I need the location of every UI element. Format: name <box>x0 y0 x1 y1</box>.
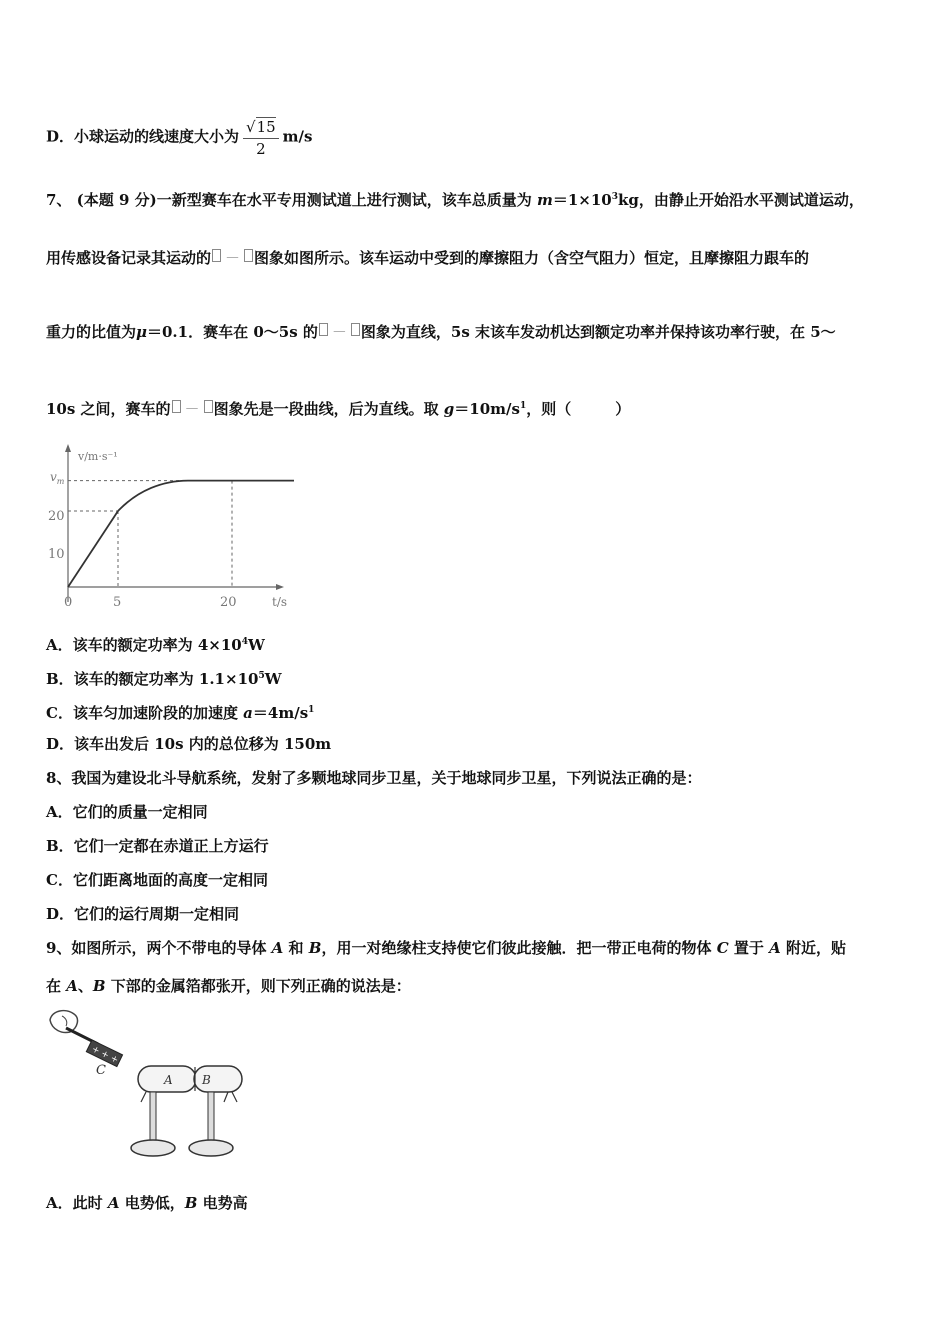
vt-chart <box>44 442 294 614</box>
stand-b <box>208 1092 214 1144</box>
base-a <box>131 1140 175 1156</box>
missing-glyph-icon <box>204 400 213 413</box>
stand-a <box>150 1092 156 1144</box>
missing-glyph-icon <box>351 323 360 336</box>
missing-glyph-icon <box>244 249 253 262</box>
q9-stem-line-2: 在 A、B 下部的金属箔都张开，则下列正确的说法是： <box>46 977 411 995</box>
y-axis-label: v/m·s⁻¹ <box>78 450 118 463</box>
x-tick-0: 0 <box>64 595 73 610</box>
series-segment-accel <box>68 511 118 587</box>
y-tick-20: 20 <box>48 509 65 524</box>
q8-option-b: B．它们一定都在赤道正上方运行 <box>46 837 269 855</box>
missing-glyph-icon <box>212 249 221 262</box>
x-tick-20: 20 <box>220 595 237 610</box>
q7-stem-line-1: 7、 (本题 9 分)一新型赛车在水平专用测试道上进行测试，该车总质量为 $m=1\times 10^3kg$，由静止开始沿水平测试道运动， <box>46 191 864 209</box>
x-tick-5: 5 <box>113 595 122 610</box>
q8-option-c: C．它们距离地面的高度一定相同 <box>46 871 268 889</box>
q7-option-c: C．该车匀加速阶段的加速度 $a=4m/s^1$ <box>46 704 315 722</box>
q8-stem: 8、我国为建设北斗导航系统，发射了多颗地球同步卫星，关于地球同步卫星，下列说法正确的是： <box>46 769 702 787</box>
q9-option-a: A．此时 A 电势低，B 电势高 <box>46 1194 248 1212</box>
q7-stem-line-2: 用传感设备记录其运动的 － 图象如图所示。该车运动中受到的摩擦阻力（含空气阻力）恒定，且摩擦阻力跟车的 <box>46 249 810 267</box>
conductor-figure <box>44 1006 254 1170</box>
q9-stem-line-1: 9、如图所示，两个不带电的导体 A 和 B，用一对绝缘柱支持使它们彼此接触．把一带正电荷的物体 C 置于 A 附近，贴 <box>46 939 846 957</box>
missing-glyph-icon <box>172 400 181 413</box>
x-axis-arrow <box>276 584 284 590</box>
q7-stem-line-3: 重力的比值为μ＝0.1．赛车在 0～5s 的 － 图象为直线，5s 末该车发动机达到额定功率并保持该功率行驶，在 5～ <box>46 323 836 341</box>
q7-option-b: B．该车的额定功率为 $1.1\times 10^5W$ <box>46 670 282 688</box>
svg-text:+ + +: + + + <box>89 1044 120 1066</box>
x-axis-label: t/s <box>272 595 288 609</box>
foil-b <box>224 1092 237 1102</box>
hand-icon <box>50 1011 77 1033</box>
y-tick-10: 10 <box>48 547 65 562</box>
series-segment-curve <box>118 481 188 511</box>
label-c: C <box>96 1063 106 1078</box>
fraction: $\frac{√15}{2}$ <box>243 116 279 159</box>
q8-option-d: D．它们的运行周期一定相同 <box>46 905 240 923</box>
q7-option-d: D．该车出发后 10s 内的总位移为 150m <box>46 735 332 753</box>
y-axis-arrow <box>65 444 71 452</box>
label-b: B <box>202 1073 211 1087</box>
q7-option-a: A．该车的额定功率为 $4\times 10^4W$ <box>46 636 265 654</box>
base-b <box>189 1140 233 1156</box>
q6-option-d: D．小球运动的线速度大小为 $\frac{√15}{2}$ m/s <box>46 118 313 158</box>
q7-stem-line-4: 10s 之间，赛车的 － 图象先是一段曲线，后为直线。取 $g=10m/s^1$，则（ ） <box>46 400 631 418</box>
label-a: A <box>164 1073 173 1087</box>
missing-glyph-icon <box>319 323 328 336</box>
y-tick-vm: $v_m$ <box>50 470 65 486</box>
q8-option-a: A．它们的质量一定相同 <box>46 803 208 821</box>
